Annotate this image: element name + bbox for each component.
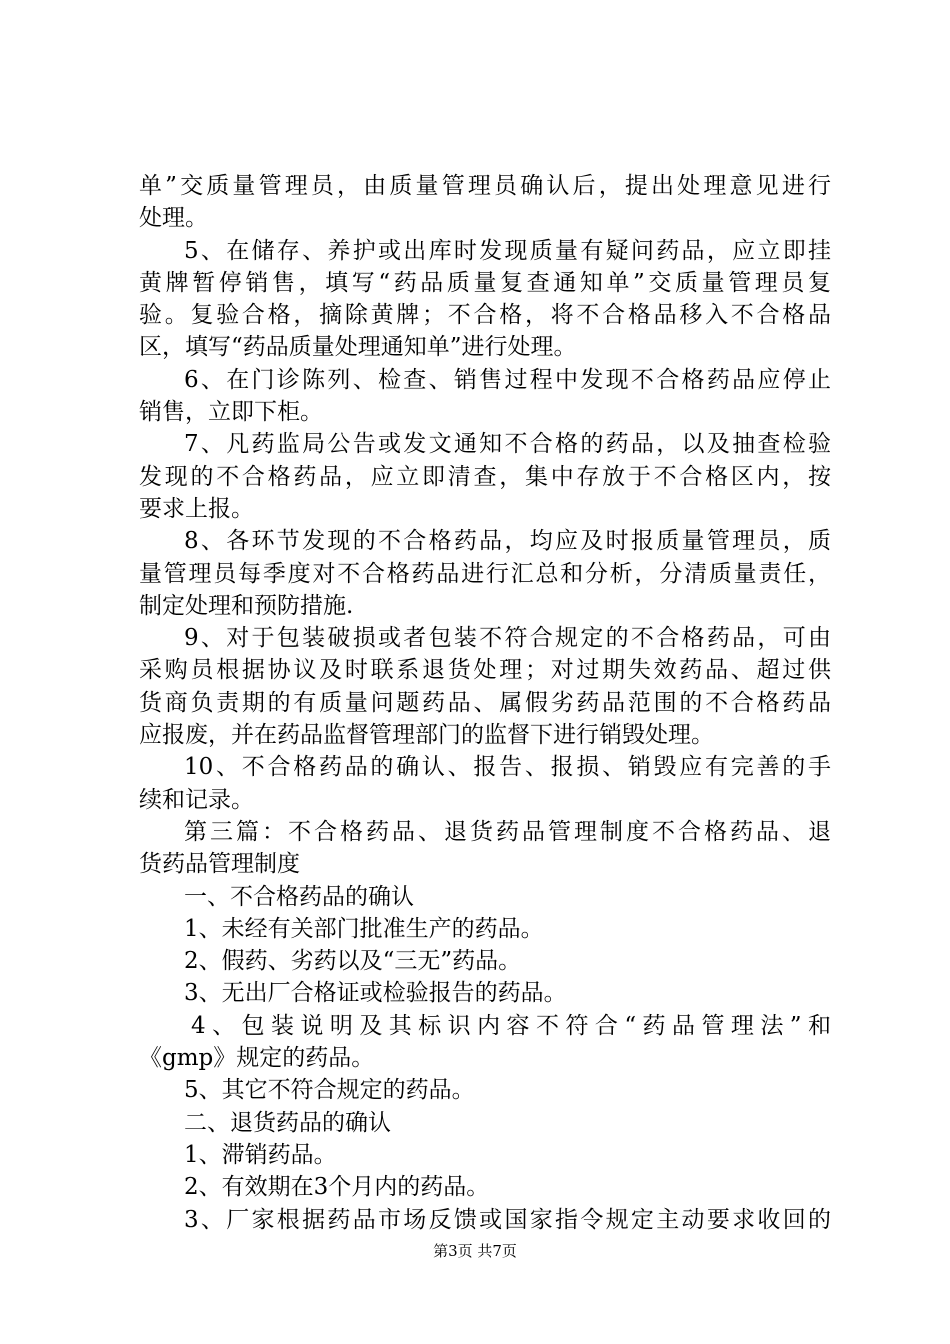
page-indicator: 第3页 共7页: [433, 1242, 517, 1260]
list-item: 4、包装说明及其标识内容不符合“药品管理法”和: [191, 1012, 831, 1039]
text-line: 量管理员每季度对不合格药品进行汇总和分析，分清质量责任，: [139, 560, 831, 587]
text-line: 要求上报。: [139, 495, 254, 522]
text-line: 6、在门诊陈列、检查、销售过程中发现不合格药品应停止: [184, 366, 831, 393]
subsection-heading: 一、不合格药品的确认: [184, 883, 414, 910]
list-item: 2、有效期在3个月内的药品。: [184, 1174, 490, 1201]
page-footer: [0, 1241, 950, 1261]
list-item: 2、假药、劣药以及“三无”药品。: [184, 948, 522, 975]
list-item: 1、滞销药品。: [184, 1141, 337, 1168]
text-line: 黄牌暂停销售，填写“药品质量复查通知单”交质量管理员复: [139, 269, 831, 296]
text-line: 区，填写“药品质量处理通知单”进行处理。: [139, 334, 577, 361]
text-line: 续和记录。: [139, 786, 254, 813]
text-line: 发现的不合格药品，应立即清查，集中存放于不合格区内，按: [139, 463, 831, 490]
text-line: 10、不合格药品的确认、报告、报损、销毁应有完善的手: [184, 754, 831, 781]
text-line: 5、在储存、养护或出库时发现质量有疑问药品，应立即挂: [184, 237, 831, 264]
text-line: 制定处理和预防措施.: [139, 592, 354, 619]
subsection-heading: 二、退货药品的确认: [184, 1109, 391, 1136]
section-heading: 货药品管理制度: [139, 851, 300, 878]
text-line: 货商负责期的有质量问题药品、属假劣药品范围的不合格药品: [139, 689, 831, 716]
list-item: 3、厂家根据药品市场反馈或国家指令规定主动要求收回的: [184, 1206, 831, 1233]
text-line: 应报废，并在药品监督管理部门的监督下进行销毁处理。: [139, 722, 714, 749]
document-body: [139, 170, 831, 1236]
text-line: 7、凡药监局公告或发文通知不合格的药品，以及抽查检验: [184, 431, 831, 458]
text-line: 8、各环节发现的不合格药品，均应及时报质量管理员，质: [184, 528, 831, 555]
text-line: 验。复验合格，摘除黄牌；不合格，将不合格品移入不合格品: [139, 302, 831, 329]
list-item: 5、其它不符合规定的药品。: [184, 1077, 475, 1104]
text-line: 单”交质量管理员，由质量管理员确认后，提出处理意见进行: [139, 173, 831, 199]
list-item: 1、未经有关部门批准生产的药品。: [184, 915, 544, 942]
text-line: 采购员根据协议及时联系退货处理；对过期失效药品、超过供: [139, 657, 831, 684]
list-item: 3、无出厂合格证或检验报告的药品。: [184, 980, 567, 1007]
section-heading: 第三篇：不合格药品、退货药品管理制度不合格药品、退: [184, 818, 831, 845]
text-line: 销售，立即下柜。: [139, 399, 323, 426]
text-line: 处理。: [139, 205, 208, 232]
list-item: 《gmp》规定的药品。: [139, 1045, 375, 1072]
text-line: 9、对于包装破损或者包装不符合规定的不合格药品，可由: [184, 625, 831, 652]
